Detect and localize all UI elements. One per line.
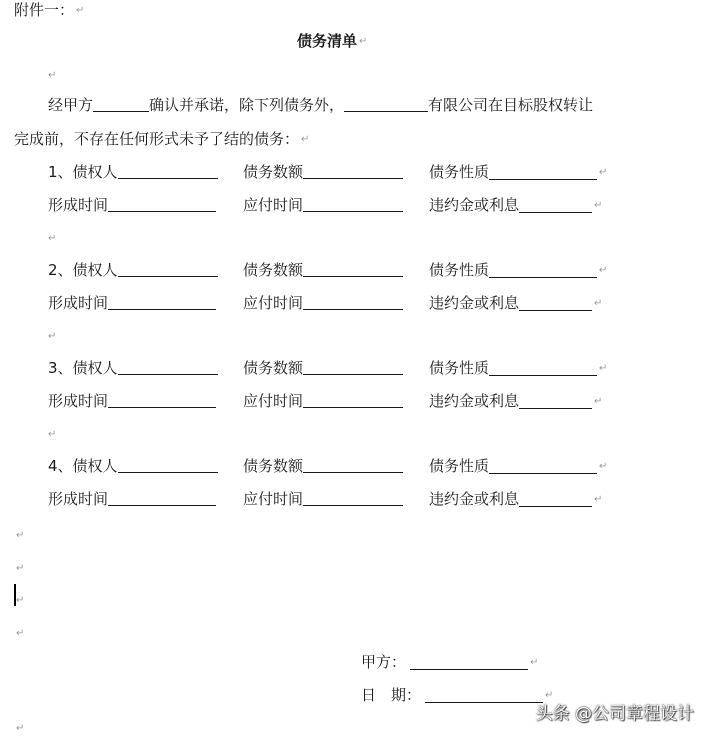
paragraph-mark-icon: ↵ [594, 493, 603, 505]
due-time-label: 应付时间 [243, 294, 304, 312]
empty-paragraph [14, 525, 24, 545]
formed-time-field [48, 391, 216, 411]
formed-time-label: 形成时间 [48, 392, 109, 410]
penalty-label: 违约金或利息 [429, 196, 520, 214]
due-time-field [243, 195, 403, 215]
paragraph-mark-icon: ↵ [545, 689, 554, 701]
due-time-label: 应付时间 [243, 196, 304, 214]
nature-label: 债务性质 [429, 163, 490, 181]
date-blank[interactable] [425, 687, 543, 703]
due-time-field [243, 489, 403, 509]
amount-label: 债务数额 [243, 457, 304, 475]
amount-field [243, 358, 403, 378]
due-time-field [243, 293, 403, 313]
amount-field [243, 260, 403, 280]
company-blank[interactable] [344, 96, 428, 112]
date-line [361, 685, 553, 705]
formed-time-field [48, 489, 216, 509]
nature-label: 债务性质 [429, 261, 490, 279]
title-line [297, 31, 367, 51]
empty-paragraph [14, 558, 24, 578]
paragraph-mark-icon: ↵ [48, 69, 57, 81]
penalty-field [429, 489, 602, 510]
creditor-label: 债权人 [72, 261, 118, 279]
paragraph-mark-icon: ↵ [359, 35, 368, 47]
nature-label: 债务性质 [429, 359, 490, 377]
paragraph-mark-icon: ↵ [599, 460, 608, 472]
paragraph-mark-icon: ↵ [16, 529, 25, 541]
debt-number: 3、 [48, 359, 73, 377]
paragraph-mark-icon: ↵ [48, 428, 57, 440]
creditor-blank[interactable] [118, 457, 218, 473]
formed-time-field [48, 293, 216, 313]
paragraph-mark-icon: ↵ [594, 395, 603, 407]
creditor-field [48, 358, 218, 378]
due-time-field [243, 391, 403, 411]
penalty-field [429, 391, 602, 412]
nature-blank[interactable] [489, 360, 597, 376]
paragraph-mark-icon: ↵ [76, 4, 85, 16]
intro-text-c: 有限公司在目标股权转让 [428, 96, 594, 114]
paragraph-mark-icon: ↵ [16, 594, 25, 606]
empty-paragraph [46, 424, 56, 444]
paragraph-mark-icon: ↵ [599, 362, 608, 374]
nature-blank[interactable] [489, 262, 597, 278]
attachment-label: 附件一： [14, 1, 75, 19]
creditor-blank[interactable] [118, 359, 218, 375]
paragraph-mark-icon: ↵ [16, 722, 25, 734]
attachment-label-line [14, 0, 84, 20]
nature-blank[interactable] [489, 164, 597, 180]
formed-time-blank[interactable] [108, 294, 216, 310]
due-time-blank[interactable] [303, 294, 403, 310]
nature-field [429, 260, 607, 281]
penalty-blank[interactable] [519, 295, 592, 311]
empty-paragraph [46, 228, 56, 248]
party-a-blank[interactable] [93, 96, 149, 112]
creditor-blank[interactable] [118, 163, 218, 179]
formed-time-blank[interactable] [108, 490, 216, 506]
party-a-signature-blank[interactable] [410, 654, 528, 670]
intro-line-1 [48, 95, 593, 115]
penalty-field [429, 293, 602, 314]
formed-time-label: 形成时间 [48, 294, 109, 312]
debt-number: 1、 [48, 163, 73, 181]
nature-field [429, 358, 607, 379]
creditor-field [48, 456, 218, 476]
intro-line-2 [14, 129, 309, 149]
creditor-field [48, 162, 218, 182]
creditor-field [48, 260, 218, 280]
amount-label: 债务数额 [243, 163, 304, 181]
empty-paragraph [46, 65, 56, 85]
debt-number: 2、 [48, 261, 73, 279]
penalty-blank[interactable] [519, 197, 592, 213]
empty-paragraph [46, 326, 56, 346]
amount-label: 债务数额 [243, 359, 304, 377]
amount-blank[interactable] [303, 359, 403, 375]
amount-blank[interactable] [303, 163, 403, 179]
nature-field [429, 162, 607, 183]
paragraph-mark-icon: ↵ [530, 656, 539, 668]
due-time-label: 应付时间 [243, 490, 304, 508]
nature-label: 债务性质 [429, 457, 490, 475]
intro-text-a: 经甲方 [48, 96, 94, 114]
party-a-label: 甲方： [361, 653, 407, 671]
formed-time-label: 形成时间 [48, 490, 109, 508]
formed-time-blank[interactable] [108, 392, 216, 408]
due-time-blank[interactable] [303, 196, 403, 212]
intro-text-2: 完成前，不存在任何形式未予了结的债务： [14, 130, 300, 148]
paragraph-mark-icon: ↵ [16, 562, 25, 574]
nature-blank[interactable] [489, 458, 597, 474]
intro-text-b: 确认并承诺，除下列债务外， [149, 96, 345, 114]
document-title: 债务清单 [297, 32, 358, 50]
paragraph-mark-icon: ↵ [599, 264, 608, 276]
empty-paragraph [14, 718, 24, 738]
paragraph-mark-icon: ↵ [16, 627, 25, 639]
due-time-blank[interactable] [303, 490, 403, 506]
formed-time-blank[interactable] [108, 196, 216, 212]
date-label: 日 期： [361, 686, 422, 704]
debt-number: 4、 [48, 457, 73, 475]
empty-paragraph [14, 590, 24, 610]
creditor-blank[interactable] [118, 261, 218, 277]
penalty-label: 违约金或利息 [429, 490, 520, 508]
penalty-field [429, 195, 602, 216]
amount-blank[interactable] [303, 261, 403, 277]
paragraph-mark-icon: ↵ [48, 232, 57, 244]
amount-field [243, 456, 403, 476]
paragraph-mark-icon: ↵ [301, 133, 310, 145]
paragraph-mark-icon: ↵ [594, 199, 603, 211]
watermark: 头条 @公司章程设计 [535, 704, 694, 724]
formed-time-label: 形成时间 [48, 196, 109, 214]
amount-blank[interactable] [303, 457, 403, 473]
creditor-label: 债权人 [72, 163, 118, 181]
paragraph-mark-icon: ↵ [48, 330, 57, 342]
paragraph-mark-icon: ↵ [599, 166, 608, 178]
penalty-blank[interactable] [519, 491, 592, 507]
creditor-label: 债权人 [72, 359, 118, 377]
due-time-label: 应付时间 [243, 392, 304, 410]
party-a-signature-line [361, 652, 538, 672]
penalty-blank[interactable] [519, 393, 592, 409]
empty-paragraph [14, 623, 24, 643]
penalty-label: 违约金或利息 [429, 392, 520, 410]
amount-label: 债务数额 [243, 261, 304, 279]
formed-time-field [48, 195, 216, 215]
paragraph-mark-icon: ↵ [594, 297, 603, 309]
due-time-blank[interactable] [303, 392, 403, 408]
amount-field [243, 162, 403, 182]
penalty-label: 违约金或利息 [429, 294, 520, 312]
creditor-label: 债权人 [72, 457, 118, 475]
nature-field [429, 456, 607, 477]
